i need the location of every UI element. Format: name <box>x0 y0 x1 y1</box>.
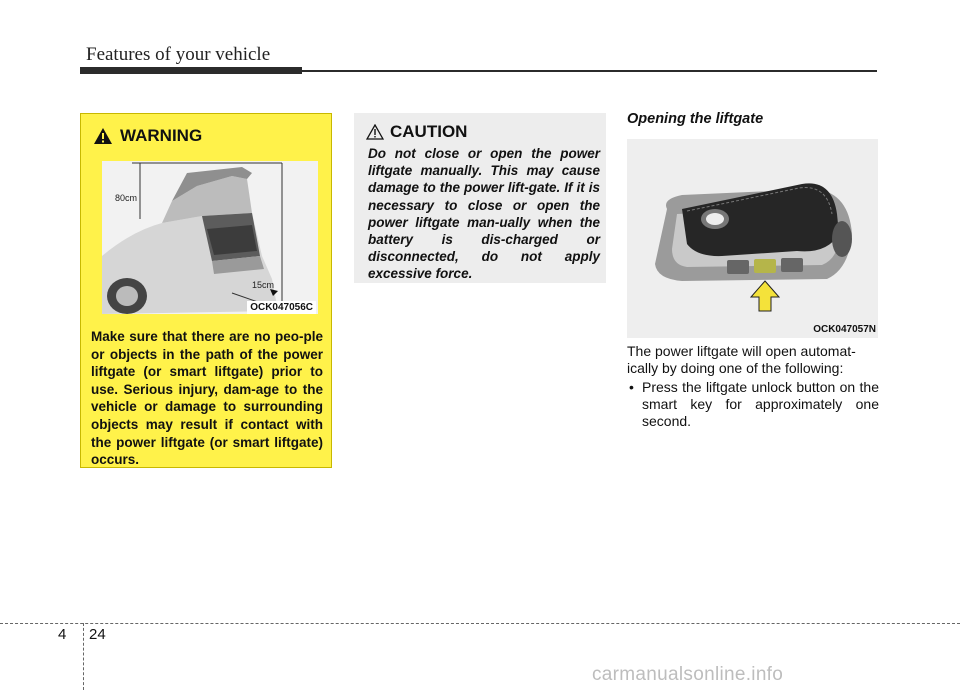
warning-image-code: OCK047056C <box>247 301 316 314</box>
warning-triangle-icon <box>93 127 113 145</box>
list-item <box>627 379 879 430</box>
liftgate-clearance-illustration <box>102 161 318 314</box>
page-header-title: Features of your vehicle <box>86 44 271 65</box>
page-number: 24 <box>89 626 106 643</box>
smart-key-drawing <box>627 139 878 338</box>
body-paragraph: The power liftgate will open automat-ically by doing one of the following: <box>627 343 856 376</box>
header-bar <box>80 67 302 74</box>
warning-box <box>80 113 332 468</box>
dim-label-15cm: 15cm <box>252 280 275 290</box>
dim-label-80cm: 80cm <box>115 193 138 203</box>
bullet-text: Press the liftgate unlock button on the smart key for approximately one second. <box>642 379 879 429</box>
car-liftgate-drawing <box>102 161 318 314</box>
footer-rule <box>0 623 960 624</box>
section-title: Opening the liftgate <box>627 111 764 127</box>
smart-key-illustration <box>627 139 878 338</box>
caution-box <box>354 113 606 283</box>
warning-text: Make sure that there are no peo-ple or objects in the path of the power liftgate (or smart liftgate) prior to use. Serious injury, dam-age to the vehicle or damage to surrounding objects may result if contact with the power liftgate (or smart liftgate) occurs. <box>91 329 323 468</box>
caution-text: Do not close or open the power liftgate manually. This may cause damage to the power lift-gate. If it is necessary to close or open the power liftgate man-ually when the battery is dis-charged or disconnected, do not apply excessive force. <box>368 146 600 282</box>
caution-label: CAUTION <box>390 122 468 141</box>
caution-triangle-icon <box>366 124 384 140</box>
warning-heading <box>93 126 202 146</box>
warning-label: WARNING <box>120 126 203 145</box>
header-rule <box>302 70 877 72</box>
footer-divider <box>83 623 84 690</box>
chapter-number: 4 <box>58 626 67 643</box>
key-image-code: OCK047057N <box>813 324 876 335</box>
watermark: carmanualsonline.info <box>592 664 784 685</box>
bullet-marker: • <box>629 379 634 395</box>
caution-heading <box>366 122 467 142</box>
